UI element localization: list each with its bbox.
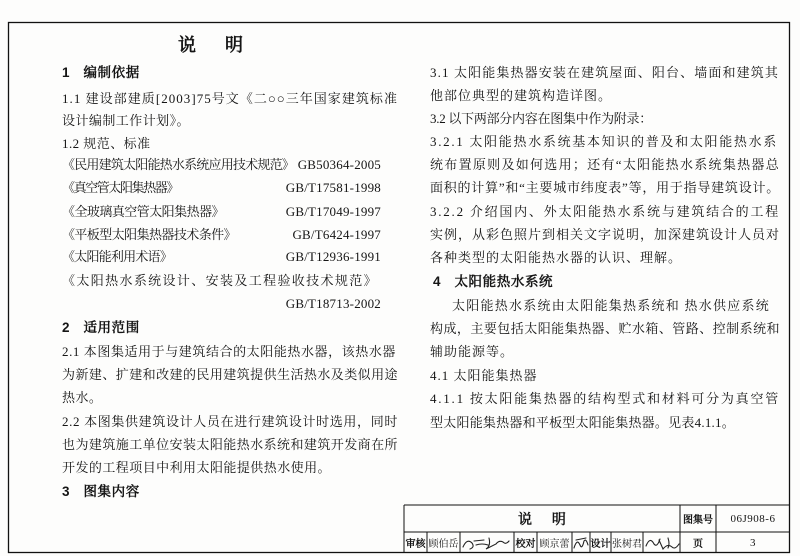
title-block-drawing-title: 说 明 bbox=[518, 510, 566, 527]
reviewer-name: 顾伯岳 bbox=[428, 539, 459, 550]
designer-signature bbox=[646, 538, 679, 549]
item-3-2: 3.2 以下两部分内容在图集中作为附录： bbox=[430, 111, 652, 126]
standard-code: GB/T17581-1998 bbox=[285, 180, 381, 195]
item-4-1: 4.1 太阳能集热器 bbox=[430, 368, 538, 383]
item-2-1-line-3: 热水。 bbox=[62, 390, 103, 405]
item-2-2-line-1: 2.2 本图集供建筑设计人员在进行建筑设计时选用，同时 bbox=[62, 414, 398, 429]
checker-label: 校对 bbox=[515, 539, 536, 550]
standard-code: GB/T17049-1997 bbox=[285, 204, 381, 219]
checker-signature bbox=[574, 538, 588, 548]
item-3-1-line-2: 他部位典型的建筑构造详图。 bbox=[430, 88, 613, 103]
section-2-heading: 2 适用范围 bbox=[62, 320, 140, 335]
item-3-1-line-1: 3.1 太阳能集热器安装在建筑屋面、阳台、墙面和建筑其 bbox=[430, 65, 779, 80]
standard-name: 《真空管太阳集热器》 bbox=[62, 180, 178, 195]
page-number: 3 bbox=[750, 536, 756, 549]
reviewer-signature bbox=[463, 538, 509, 549]
standard-name: 《民用建筑太阳能热水系统应用技术规范》 bbox=[62, 157, 294, 172]
item-3-2-1-line-2: 统布置原则及如何选用；还有“太阳能热水系统集热器总 bbox=[430, 157, 780, 172]
item-4-1-1-line-1: 4.1.1 按太阳能集热器的结构型式和材料可分为真空管 bbox=[430, 391, 780, 406]
item-2-2-line-3: 开发的工程项目中利用太阳能提供热水使用。 bbox=[62, 460, 332, 475]
atlas-number: 06J908-6 bbox=[730, 512, 776, 525]
item-1-2: 1.2 规范、标准 bbox=[62, 136, 151, 151]
page-title: 说 明 bbox=[178, 35, 245, 55]
section-4-heading: 4 太阳能热水系统 bbox=[433, 274, 554, 289]
section-4-intro-line-3: 辅助能源等。 bbox=[430, 344, 515, 359]
reviewer-label: 审核 bbox=[405, 539, 426, 550]
item-2-1-line-1: 2.1 本图集适用于与建筑结合的太阳能热水器，该热水器 bbox=[62, 344, 396, 359]
checker-name: 顾京蕾 bbox=[539, 539, 570, 550]
item-1-1-line-2: 设计编制工作计划》。 bbox=[62, 113, 191, 128]
standard-name: 《平板型太阳集热器技术条件》 bbox=[62, 227, 236, 242]
standard-code: GB/T6424-1997 bbox=[292, 227, 381, 242]
item-2-2-line-2: 也为建筑施工单位安装太阳能热水系统和建筑开发商在所 bbox=[62, 437, 398, 452]
item-3-2-1-line-3: 面积的计算”和“主要城市纬度表”等，用于指导建筑设计。 bbox=[430, 180, 780, 195]
item-3-2-2-line-2: 实例，从彩色照片到相关文字说明，加深建筑设计人员对 bbox=[430, 227, 780, 242]
designer-label: 设计 bbox=[590, 539, 611, 550]
item-1-1-line-1: 1.1 建设部建质[2003]75号文《二○○三年国家建筑标准 bbox=[62, 91, 398, 106]
standard-code: GB/T12936-1991 bbox=[285, 249, 381, 264]
item-3-2-2-line-1: 3.2.2 介绍国内、外太阳能热水系统与建筑结合的工程 bbox=[430, 204, 780, 219]
standard-name: 《太阳能利用术语》 bbox=[62, 249, 172, 264]
standard-name: 《全玻璃真空管太阳集热器》 bbox=[62, 204, 224, 219]
item-2-1-line-2: 为新建、扩建和改建的民用建筑提供生活热水及类似用途 bbox=[62, 367, 398, 382]
item-3-2-1-line-1: 3.2.1 太阳能热水系统基本知识的普及和太阳能热水系 bbox=[430, 134, 778, 149]
item-4-1-1-line-2: 型太阳能集热器和平板型太阳能集热器。见表4.1.1。 bbox=[430, 415, 735, 430]
standard-name: 《太阳热水系统设计、安装及工程验收技术规范》 bbox=[62, 273, 378, 288]
section-3-heading: 3 图集内容 bbox=[62, 484, 140, 499]
section-4-intro-line-2: 构成，主要包括太阳能集热器、贮水箱、管路、控制系统和 bbox=[430, 321, 780, 336]
section-1-heading: 1 编制依据 bbox=[62, 65, 140, 80]
standard-code: GB50364-2005 bbox=[297, 157, 381, 172]
designer-name: 张树君 bbox=[612, 539, 642, 550]
atlas-number-label: 图集号 bbox=[683, 515, 713, 526]
section-4-intro-line-1: 太阳能热水系统由太阳能集热系统和 热水供应系统 bbox=[452, 298, 770, 313]
item-3-2-2-line-3: 各种类型的太阳能热水器的认识、理解。 bbox=[430, 250, 683, 265]
page-label: 页 bbox=[693, 539, 703, 550]
standard-code: GB/T18713-2002 bbox=[285, 296, 381, 311]
